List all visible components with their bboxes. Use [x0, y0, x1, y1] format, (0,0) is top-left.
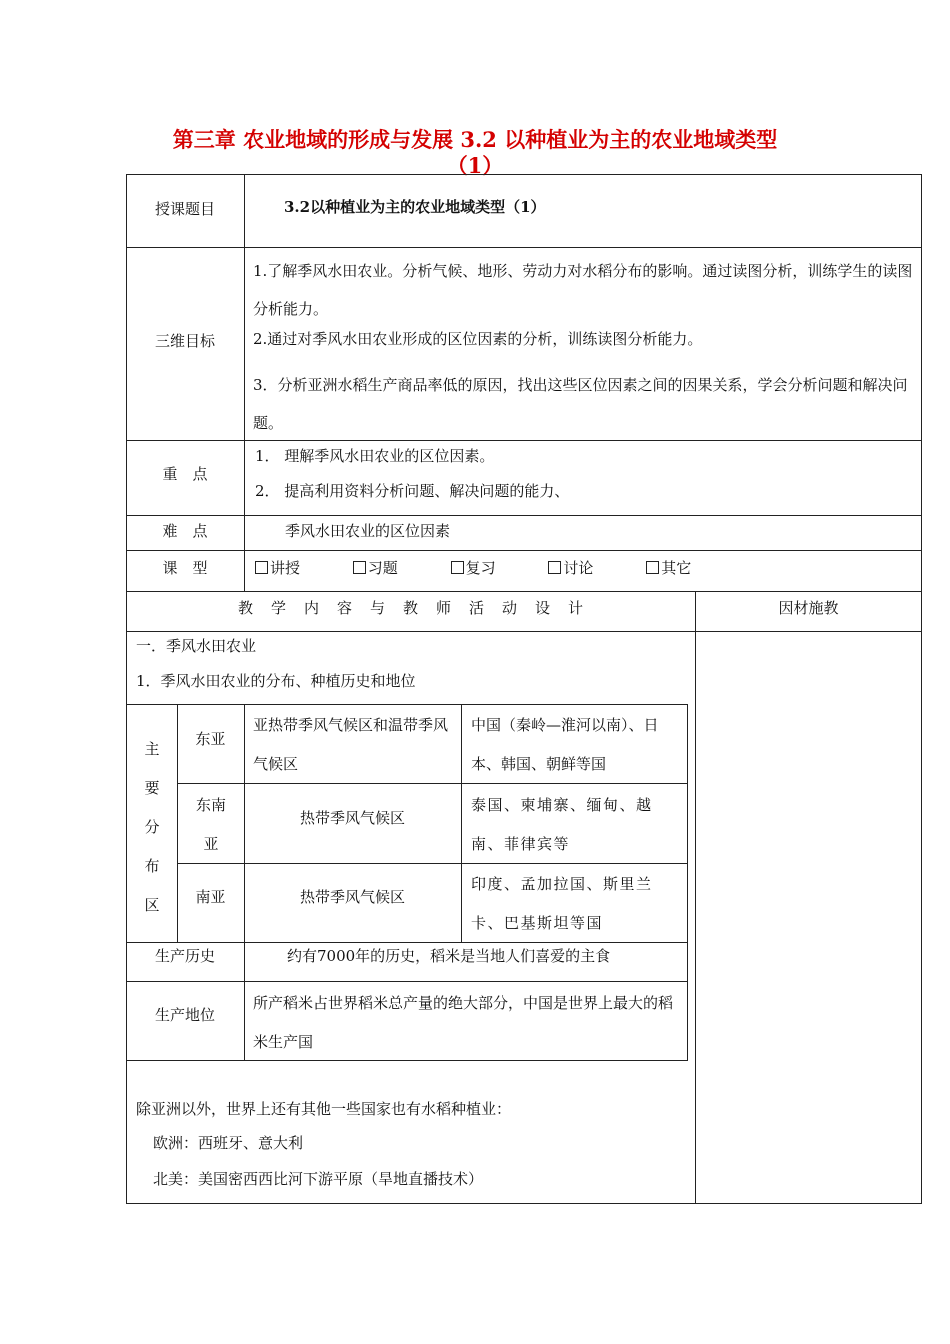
- topic-label: 授课题目: [154, 200, 215, 218]
- region-southeast-asia: 东南亚: [195, 796, 226, 853]
- climate-east-asia: 亚热带季风气候区和温带季风气候区: [253, 716, 449, 773]
- option-review[interactable]: 复习: [451, 559, 496, 577]
- section-title: 一．季风水田农业: [136, 637, 257, 655]
- countries-southeast-asia: 泰国、柬埔寨、缅甸、越南、菲律宾等: [471, 796, 653, 853]
- region-east-asia: 东亚: [195, 730, 226, 748]
- checkbox-icon: [353, 561, 366, 574]
- lesson-type-label: 课 型: [162, 559, 208, 577]
- page-title-suffix: （1）: [446, 153, 504, 178]
- checkbox-icon: [451, 561, 464, 574]
- difficulty-value: 季风水田农业的区位因素: [285, 522, 451, 540]
- goal-1: 1.了解季风水田农业。分析气候、地形、劳动力对水稻分布的影响。通过读图分析，训练学生的读图分析能力。: [253, 262, 913, 318]
- distribution-label: 主 要 分 布 区: [144, 740, 160, 914]
- key-point-2: 2． 提高利用资料分析问题、解决问题的能力、: [255, 482, 570, 500]
- countries-east-asia: 中国（秦岭—淮河以南）、日本、韩国、朝鲜等国: [471, 716, 659, 773]
- checkbox-icon: [548, 561, 561, 574]
- design-header: 教学内容与教师活动设计: [237, 599, 601, 617]
- goal-2: 2.通过对季风水田农业形成的区位因素的分析，训练读图分析能力。: [253, 330, 703, 348]
- difficulty-label: 难 点: [162, 522, 208, 540]
- option-lecture[interactable]: 讲授: [255, 559, 300, 577]
- region-south-asia: 南亚: [195, 888, 226, 906]
- option-discussion[interactable]: 讨论: [548, 559, 593, 577]
- countries-south-asia: 印度、孟加拉国、斯里兰卡、巴基斯坦等国: [471, 875, 653, 932]
- other-regions-intro: 除亚洲以外，世界上还有其他一些国家也有水稻种植业：: [136, 1100, 512, 1118]
- lesson-type-options: [255, 558, 691, 578]
- option-other[interactable]: 其它: [646, 559, 691, 577]
- climate-southeast-asia: 热带季风气候区: [299, 809, 405, 827]
- topic-value: 3.2以种植业为主的农业地域类型（1）: [284, 198, 546, 216]
- key-point-1: 1． 理解季风水田农业的区位因素。: [255, 447, 495, 465]
- status-value: 所产稻米占世界稻米总产量的绝大部分，中国是世界上最大的稻米生产国: [253, 994, 674, 1051]
- subsection-title: 1．季风水田农业的分布、种植历史和地位: [136, 672, 416, 690]
- climate-south-asia: 热带季风气候区: [299, 888, 405, 906]
- north-america-regions: 北美：美国密西西比河下游平原（旱地直播技术）: [153, 1170, 484, 1188]
- key-points-label: 重 点: [162, 465, 208, 483]
- history-label: 生产历史: [154, 947, 215, 965]
- checkbox-icon: [255, 561, 268, 574]
- history-value: 约有7000年的历史，稻米是当地人们喜爱的主食: [287, 947, 611, 965]
- goal-3: 3．分析亚洲水稻生产商品率低的原因，找出这些区位因素之间的因果关系，学会分析问题和解决问题。: [253, 376, 908, 432]
- notes-header: 因材施教: [778, 599, 839, 617]
- status-label: 生产地位: [154, 1006, 215, 1024]
- goals-label: 三维目标: [154, 332, 215, 350]
- europe-regions: 欧洲：西班牙、意大利: [153, 1134, 304, 1152]
- option-exercise[interactable]: 习题: [353, 559, 398, 577]
- checkbox-icon: [646, 561, 659, 574]
- page-title: 第三章 农业地域的形成与发展 3.2 以种植业为主的农业地域类型: [172, 127, 778, 152]
